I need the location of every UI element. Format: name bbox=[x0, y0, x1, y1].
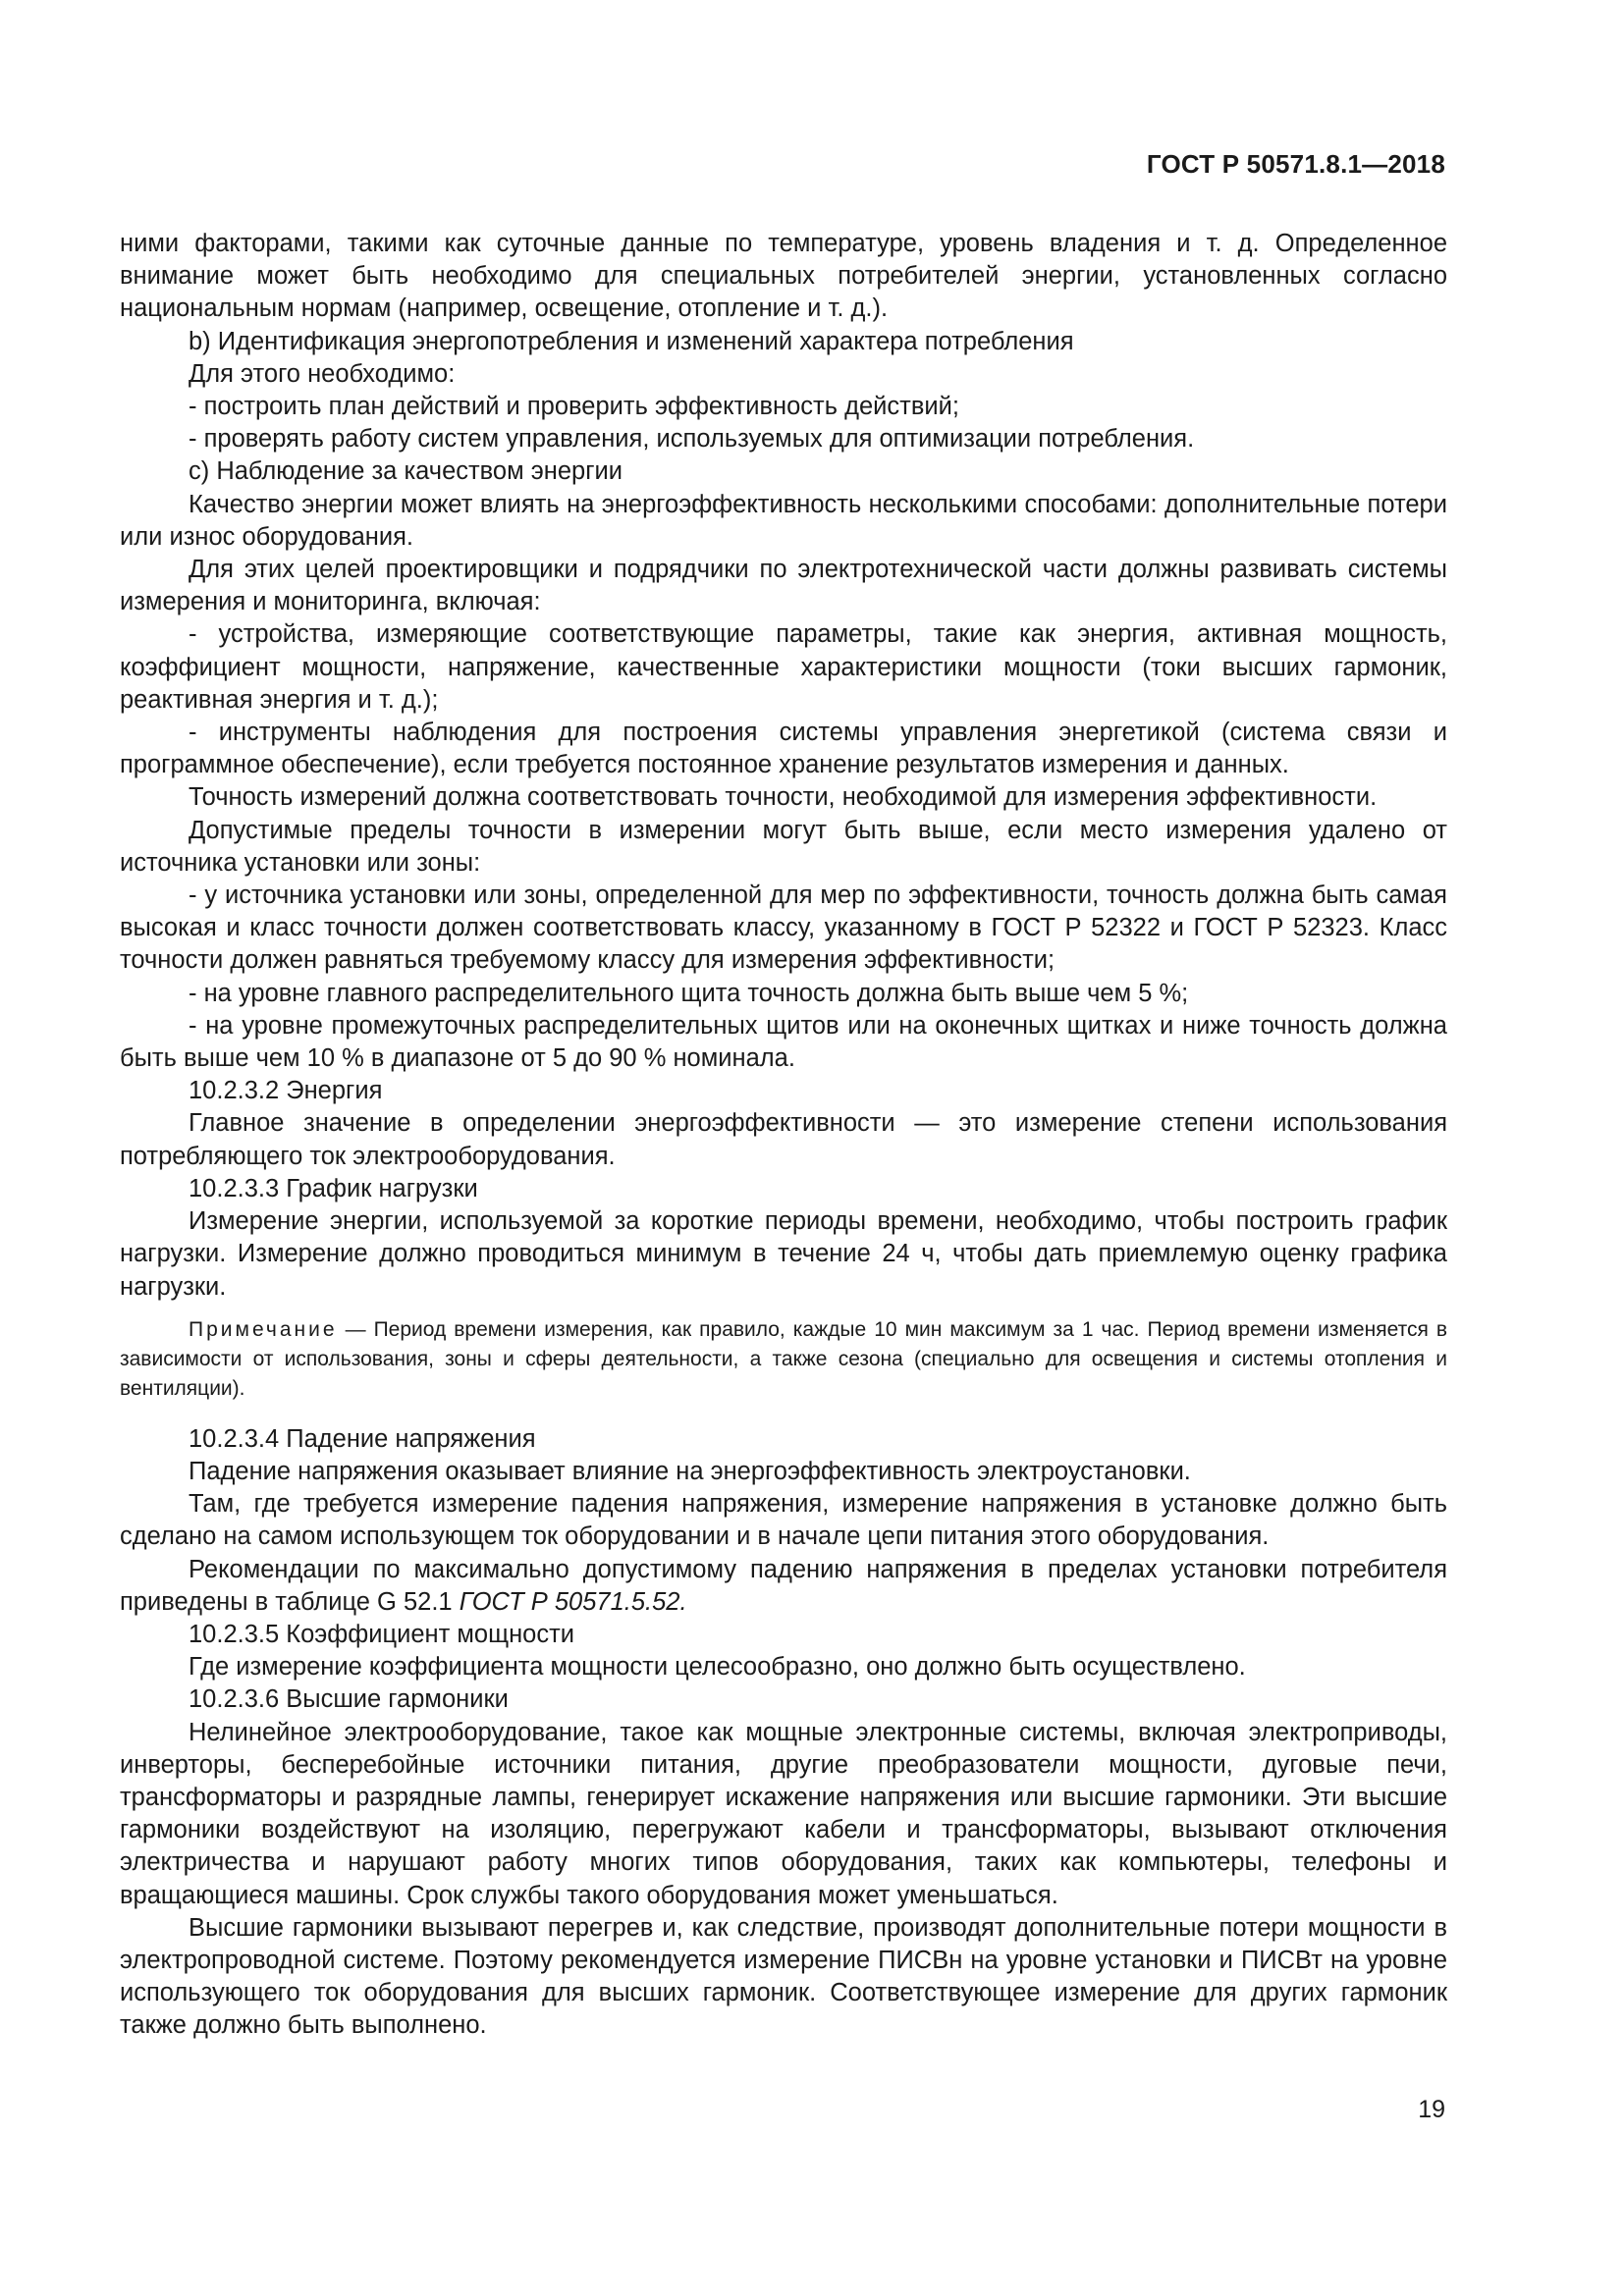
list-item: - инструменты наблюдения для построения системы управления энергетикой (система связи и программное обеспечение), если требуется постоянное хранение результатов измерения и данных. bbox=[120, 719, 1447, 779]
list-item: - устройства, измеряющие соответствующие параметры, такие как энергия, активная мощность, коэффициент мощности, напряжение, качественные характеристики мощности (токи высших гармоник, реактивная энергия и т. д.); bbox=[120, 620, 1447, 714]
section-heading: 10.2.3.2 Энергия bbox=[189, 1077, 383, 1105]
list-heading: b) Идентификация энергопотребления и изменений характера потребления bbox=[189, 327, 1074, 355]
note-text: — Период времени измерения, как правило, каждые 10 мин максимум за 1 час. Период времени изменяется в зависимости от использования, зоны и сферы деятельности, а также сезона (специально для освещения и системы отопления и вентиляции). bbox=[120, 1317, 1447, 1400]
note bbox=[120, 1315, 1447, 1404]
section-heading: 10.2.3.6 Высшие гармоники bbox=[189, 1685, 509, 1714]
paragraph bbox=[120, 1554, 1447, 1619]
document-header: ГОСТ Р 50571.8.1—2018 bbox=[1146, 149, 1445, 179]
list-item: - на уровне главного распределительного щита точность должна быть выше чем 5 %; bbox=[189, 979, 1189, 1007]
section-heading: 10.2.3.4 Падение напряжения bbox=[189, 1424, 536, 1453]
section-heading: 10.2.3.5 Коэффициент мощности bbox=[189, 1620, 575, 1648]
paragraph: Для этого необходимо: bbox=[189, 359, 456, 388]
paragraph: Падение напряжения оказывает влияние на энергоэффективность электроустановки. bbox=[189, 1457, 1191, 1485]
paragraph: Где измерение коэффициента мощности целесообразно, оно должно быть осуществлено. bbox=[189, 1653, 1246, 1682]
note-label: Примечание bbox=[189, 1317, 338, 1341]
paragraph: Высшие гармоники вызывают перегрев и, как следствие, производят дополнительные потери мощности в электропроводной системе. Поэтому рекомендуется измерение ПИСВн на уровне установки и ПИСВт на уровне использующего ток оборудования для высших гармоник. Соответствующее измерение для других гармоник также должно быть выполнено. bbox=[120, 1913, 1447, 2040]
list-item: - построить план действий и проверить эффективность действий; bbox=[189, 393, 959, 421]
document-body bbox=[120, 228, 1447, 2043]
paragraph: Нелинейное электрооборудование, такое как мощные электронные системы, включая электроприводы, инверторы, бесперебойные источники питания, другие преобразователи мощности, дуговые печи, трансформаторы и разрядные лампы, генерирует искажение напряжения или высшие гармоники. Эти высшие гармоники воздействуют на изоляцию, перегружают кабели и трансформаторы, вызывают отключения электричества и нарушают работу многих типов оборудования, таких как компьютеры, телефоны и вращающиеся машины. Срок службы такого оборудования может уменьшаться. bbox=[120, 1718, 1447, 1909]
paragraph: Допустимые пределы точности в измерении могут быть выше, если место измерения удалено от источника установки или зоны: bbox=[120, 816, 1447, 877]
list-item: - у источника установки или зоны, определенной для мер по эффективности, точность должна быть самая высокая и класс точности должен соответствовать классу, указанному в ГОСТ Р 52322 и ГОСТ Р 52323. Класс точности должен равняться требуемому классу для измерения эффективности; bbox=[120, 881, 1447, 975]
list-heading: c) Наблюдение за качеством энергии bbox=[189, 457, 623, 486]
paragraph: Измерение энергии, используемой за короткие периоды времени, необходимо, чтобы построить график нагрузки. Измерение должно проводиться минимум в течение 24 ч, чтобы дать приемлемую оценку графика нагрузки. bbox=[120, 1207, 1447, 1301]
paragraph: ними факторами, такими как суточные данные по температуре, уровень владения и т. д. Определенное внимание может быть необходимо для специальных потребителей энергии, установленных согласно национальным нормам (например, освещение, отопление и т. д.). bbox=[120, 230, 1447, 323]
list-item: - на уровне промежуточных распределительных щитов или на оконечных щитках и ниже точность должна быть выше чем 10 % в диапазоне от 5 до 90 % номинала. bbox=[120, 1011, 1447, 1073]
paragraph-text: Рекомендации по максимально допустимому падению напряжения в пределах установки потребителя приведены в таблице G 52.1 bbox=[120, 1555, 1447, 1616]
paragraph: Там, где требуется измерение падения напряжения, измерение напряжения в установке должно быть сделано на самом использующем ток оборудовании и в начале цепи питания этого оборудования. bbox=[120, 1490, 1447, 1551]
paragraph: Точность измерений должна соответствовать точности, необходимой для измерения эффективности. bbox=[189, 783, 1378, 812]
standard-reference: ГОСТ Р 50571.5.52. bbox=[459, 1587, 687, 1616]
page-number: 19 bbox=[1418, 2096, 1445, 2123]
paragraph: Качество энергии может влиять на энергоэффективность несколькими способами: дополнительные потери или износ оборудования. bbox=[120, 490, 1447, 551]
paragraph: Главное значение в определении энергоэффективности — это измерение степени использования потребляющего ток электрооборудования. bbox=[120, 1109, 1447, 1170]
paragraph: Для этих целей проектировщики и подрядчики по электротехнической части должны развивать системы измерения и мониторинга, включая: bbox=[120, 556, 1447, 616]
list-item: - проверять работу систем управления, используемых для оптимизации потребления. bbox=[189, 425, 1195, 454]
section-heading: 10.2.3.3 График нагрузки bbox=[189, 1174, 478, 1202]
